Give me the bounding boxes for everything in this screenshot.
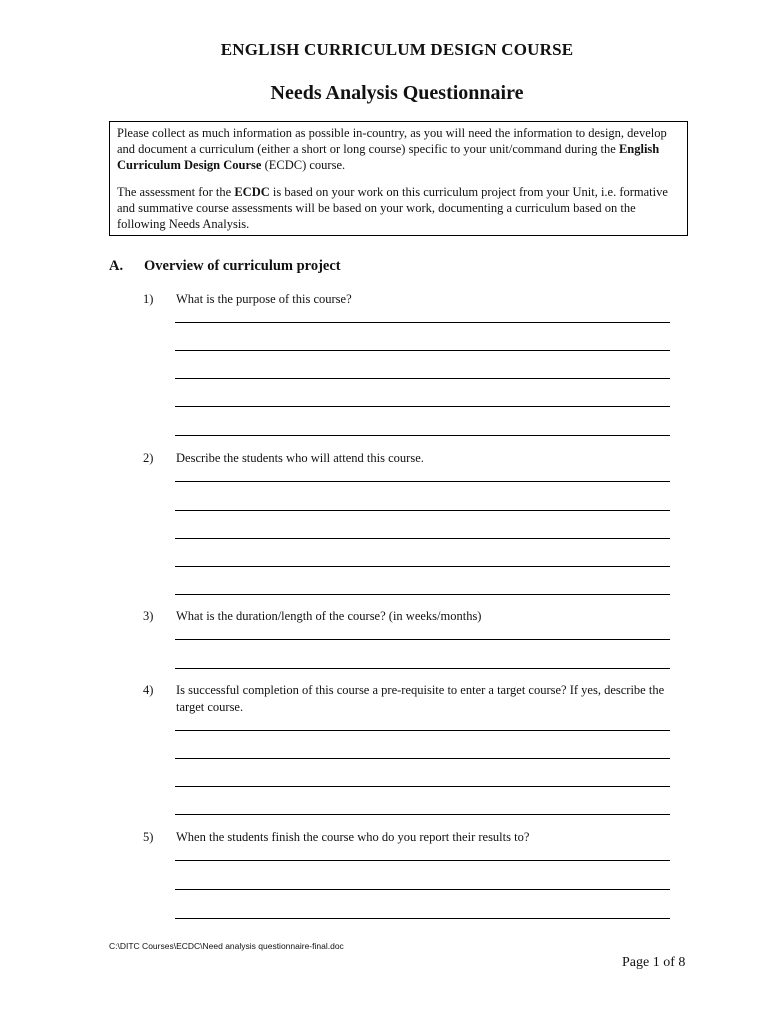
intro-p1-text: Please collect as much information as possible in-country, as you will need the information to design, develop and document a curriculum (either a short or long course) specific to your unit/command during the (117, 126, 667, 157)
answer-line[interactable] (175, 668, 670, 669)
intro-paragraph-1 (117, 125, 680, 174)
answer-line[interactable] (175, 435, 670, 436)
question-number: 2) (143, 451, 154, 465)
answer-line[interactable] (175, 639, 670, 640)
question-text: Describe the students who will attend this course. (176, 451, 424, 465)
answer-line[interactable] (175, 786, 670, 787)
intro-paragraph-2 (117, 184, 680, 233)
question-number: 4) (143, 683, 154, 697)
answer-line[interactable] (175, 730, 670, 731)
page-number: Page 1 of 8 (622, 955, 686, 970)
intro-p2-bold: ECDC (234, 184, 270, 199)
answer-line[interactable] (175, 510, 670, 511)
answer-line[interactable] (175, 538, 670, 539)
footer-file-path: C:\DITC Courses\ECDC\Need analysis questionnaire-final.doc (109, 941, 344, 951)
answer-line[interactable] (175, 406, 670, 407)
intro-p1-end: (ECDC) course. (261, 158, 346, 173)
answer-line[interactable] (175, 918, 670, 919)
answer-line[interactable] (175, 566, 670, 567)
answer-line[interactable] (175, 481, 670, 482)
answer-line[interactable] (175, 814, 670, 815)
intro-box (109, 121, 688, 236)
question-text: Is successful completion of this course a pre-requisite to enter a target course? If yes, describe the target course. (176, 683, 665, 714)
section-letter: A. (109, 258, 124, 274)
answer-line[interactable] (175, 594, 670, 595)
question-text: What is the purpose of this course? (176, 292, 352, 306)
section-title: Overview of curriculum project (144, 258, 341, 274)
question-number: 1) (143, 292, 154, 306)
intro-p2-text: The assessment for the (117, 184, 235, 199)
page-subtitle: Needs Analysis Questionnaire (270, 82, 524, 104)
page-title: ENGLISH CURRICULUM DESIGN COURSE (220, 40, 574, 59)
question-text: When the students finish the course who do you report their results to? (176, 830, 530, 844)
answer-line[interactable] (175, 860, 670, 861)
question-number: 3) (143, 609, 154, 623)
answer-line[interactable] (175, 889, 670, 890)
answer-line[interactable] (175, 378, 670, 379)
answer-line[interactable] (175, 322, 670, 323)
intro-p2-end: is based on your work on this curriculum project from your Unit, i.e. formative and summative course assessments will be based on your work, documenting a curriculum based on the following Needs Analysis. (117, 184, 668, 232)
intro-p1-bold: English Curriculum Design Course (117, 142, 660, 173)
question-text: What is the duration/length of the course? (in weeks/months) (176, 609, 482, 623)
answer-line[interactable] (175, 758, 670, 759)
question-number: 5) (143, 830, 154, 844)
answer-line[interactable] (175, 350, 670, 351)
section-heading (109, 258, 341, 275)
